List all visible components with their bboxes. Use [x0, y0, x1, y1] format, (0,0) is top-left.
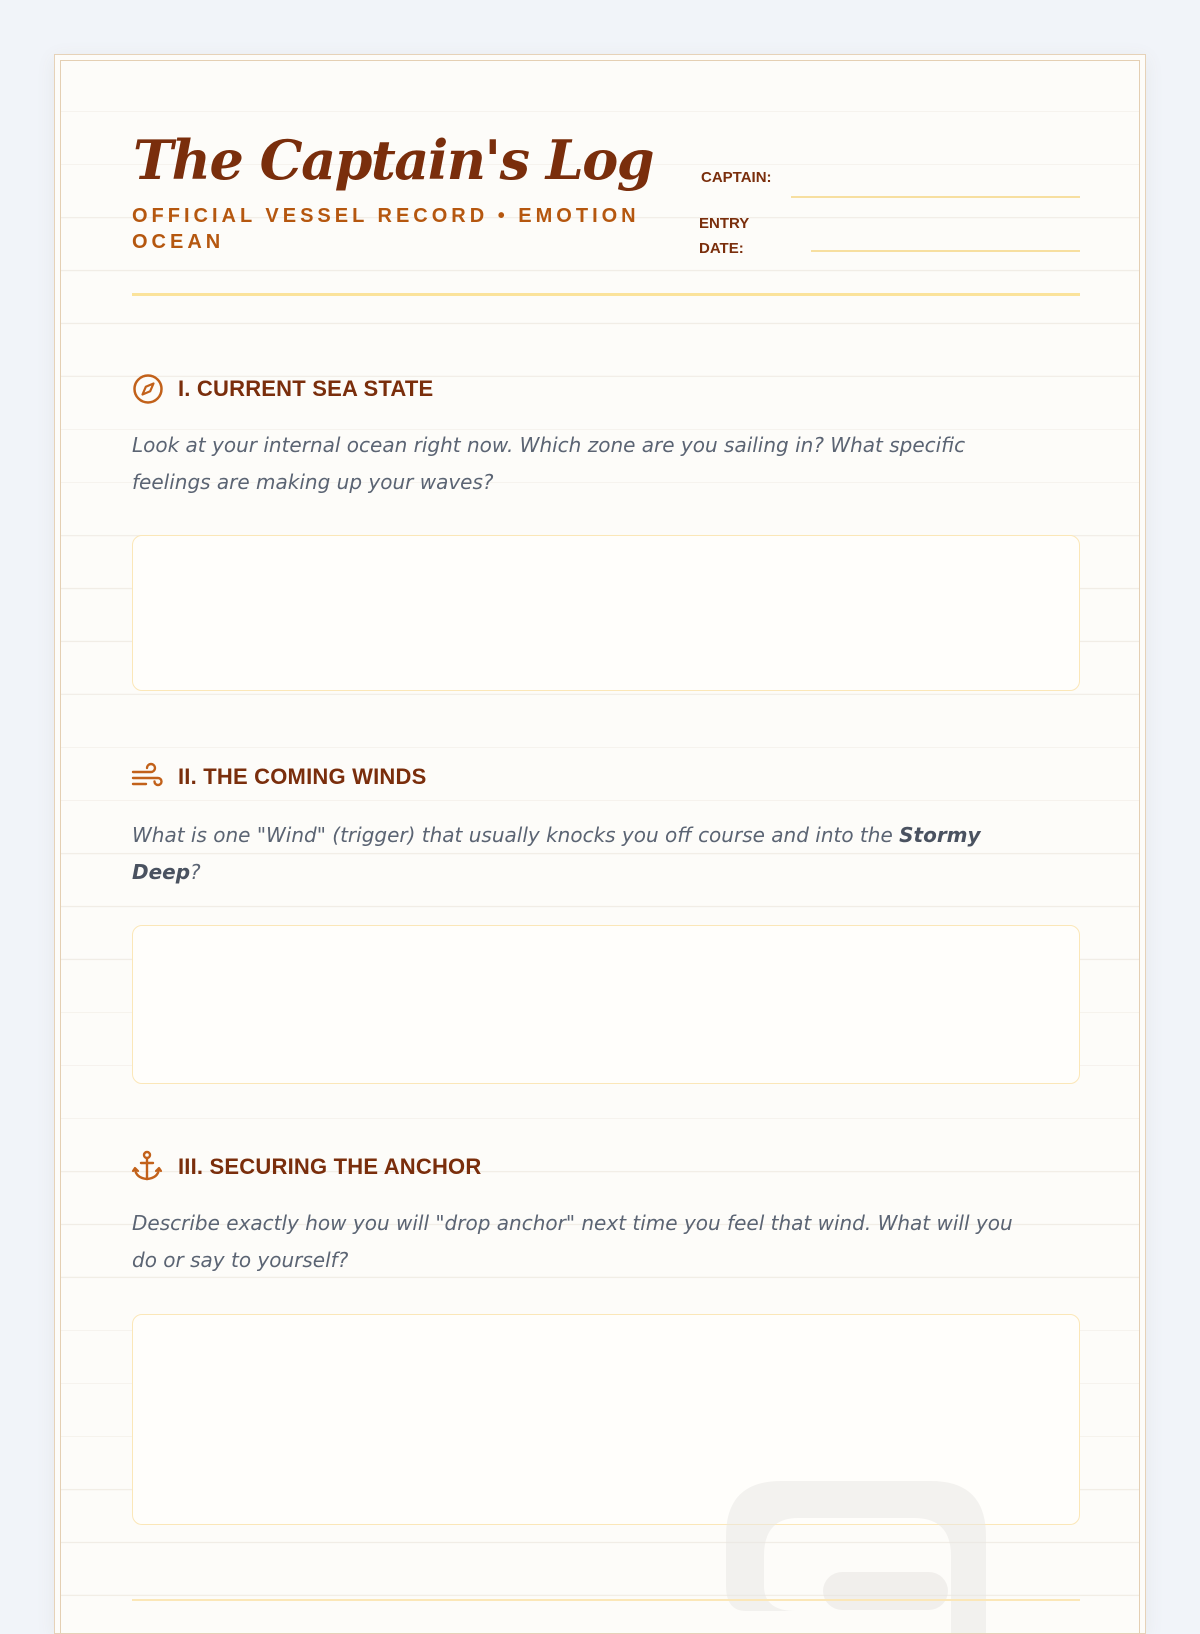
emphasis-stormy-deep: Stormy Deep: [132, 823, 981, 884]
page-title: The Captain's Log: [133, 128, 654, 192]
entry-date-label-line1: ENTRY: [699, 215, 750, 232]
section-title-securing-anchor: III. SECURING THE ANCHOR: [178, 1154, 482, 1179]
section-prompt-coming-winds: What is one "Wind" (trigger) that usually knocks you off course and into the Stormy Deep?: [132, 823, 981, 884]
section-title-sea-state: I. CURRENT SEA STATE: [178, 376, 434, 401]
section-title-coming-winds: II. THE COMING WINDS: [178, 764, 427, 789]
entry-date-label-line2: DATE:: [699, 240, 744, 257]
header-divider: [132, 293, 1080, 296]
anchor-icon: [131, 1150, 163, 1182]
answer-box-sea-state[interactable]: [132, 535, 1080, 691]
captain-field[interactable]: [791, 196, 1080, 198]
section-prompt-securing-anchor: Describe exactly how you will "drop anchor" next time you feel that wind. What will you do or say to yourself?: [132, 1211, 1013, 1272]
compass-icon: [132, 373, 164, 405]
entry-date-field[interactable]: [811, 250, 1080, 252]
wind-icon: [131, 761, 163, 793]
footer-divider: [132, 1599, 1080, 1601]
captain-label: CAPTAIN:: [701, 169, 772, 186]
lined-paper: [60, 60, 1140, 1634]
answer-box-coming-winds[interactable]: [132, 925, 1080, 1084]
ship-watermark-icon: [686, 1476, 1006, 1634]
worksheet-page: [54, 54, 1146, 1634]
page-subtitle: OFFICIAL VESSEL RECORD • EMOTION OCEAN: [132, 205, 640, 253]
section-prompt-sea-state: Look at your internal ocean right now. Which zone are you sailing in? What specific feelings are making up your waves?: [132, 433, 966, 494]
